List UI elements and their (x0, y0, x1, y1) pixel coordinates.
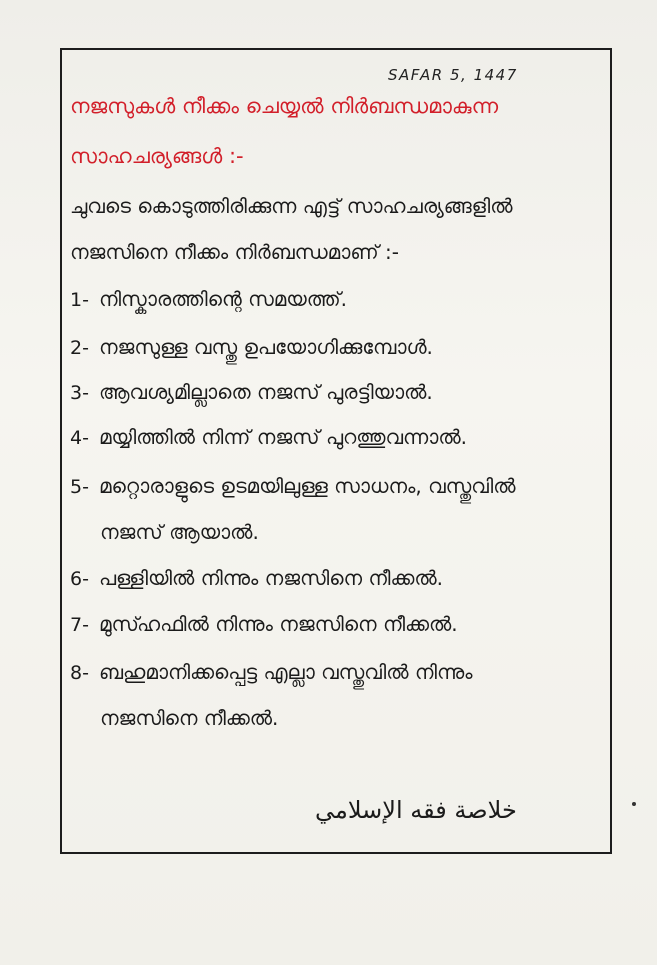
list-item-text: നിസ്കാരത്തിന്റെ സമയത്ത്. (98, 287, 347, 311)
list-item-number: 4- (70, 427, 89, 449)
list-item-text: മറ്റൊരാളുടെ ഉടമയിലുള്ള സാധനം, വസ്തുവിൽ (98, 474, 516, 498)
list-item-5 (70, 474, 515, 498)
list-item-8 (70, 660, 473, 684)
list-item-text: മയ്യിത്തിൽ നിന്ന് നജസ് പുറത്തുവന്നാൽ. (98, 425, 468, 449)
list-item-4 (70, 425, 467, 449)
list-item-number: 7- (70, 614, 89, 636)
list-item-8-continuation: നജസിനെ നീക്കൽ. (100, 706, 279, 730)
paper-speck (632, 802, 636, 806)
list-item-3 (70, 380, 433, 404)
list-item-number: 2- (70, 337, 89, 359)
title-line-2: സാഹചര്യങ്ങൾ :- (70, 144, 244, 168)
list-item-number: 1- (70, 289, 89, 311)
list-item-number: 3- (70, 382, 89, 404)
list-item-number: 5- (70, 476, 89, 498)
list-item-1 (70, 287, 347, 311)
intro-line-2: നജസിനെ നീക്കം നിർബന്ധമാണ് :- (70, 240, 399, 264)
list-item-text: മുസ്ഹഫിൽ നിന്നും നജസിനെ നീക്കൽ. (98, 612, 458, 636)
date-label: SAFAR 5, 1447 (388, 66, 518, 84)
intro-line-1: ചുവടെ കൊടുത്തിരിക്കുന്ന എട്ട് സാഹചര്യങ്ങളിൽ (70, 194, 513, 218)
list-item-text: ആവശ്യമില്ലാതെ നജസ് പുരട്ടിയാൽ. (98, 380, 433, 404)
list-item-text: ബഹുമാനിക്കപ്പെട്ട എല്ലാ വസ്തുവിൽ നിന്നും (98, 660, 473, 684)
title-line-1: നജസുകൾ നീക്കം ചെയ്യൽ നിർബന്ധമാകുന്ന (70, 94, 499, 118)
list-item-5-continuation: നജസ് ആയാൽ. (100, 520, 259, 544)
list-item-text: പള്ളിയിൽ നിന്നും നജസിനെ നീക്കൽ. (98, 566, 444, 590)
list-item-6 (70, 566, 443, 590)
source-citation: خلاصة فقه الإسلامي (315, 796, 517, 824)
list-item-2 (70, 335, 433, 359)
list-item-text: നജസുള്ള വസ്തു ഉപയോഗിക്കുമ്പോൾ. (98, 335, 433, 359)
list-item-number: 6- (70, 568, 89, 590)
list-item-7 (70, 612, 458, 636)
list-item-number: 8- (70, 662, 89, 684)
